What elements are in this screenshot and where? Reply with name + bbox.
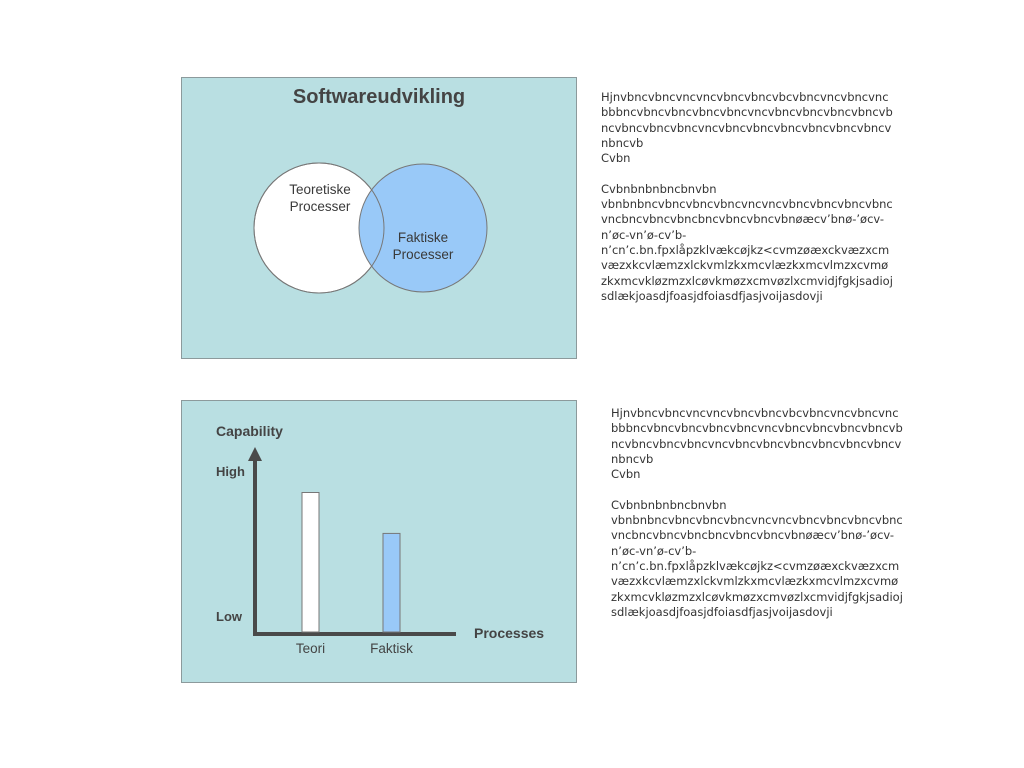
- capability-chart-panel: [181, 400, 577, 683]
- venn-label-theoretical-line1: Teoretiske: [289, 182, 351, 197]
- notes-line: nbncvb: [601, 135, 644, 150]
- notes-line: ncvbncvbncvbncvncvbncvbncvbncvbncvbncvbncv: [611, 436, 902, 451]
- notes-line: Hjnvbncvbncvncvncvbncvbncvbcvbncvncvbncvnc: [601, 90, 889, 104]
- notes-line: sdlækjoasdjfoasjdfoiasdfjasjvoijasdovji: [601, 288, 823, 303]
- notes-line: Cvbnbnbnbncbnvbn: [601, 181, 717, 196]
- x-tick-label-faktisk: Faktisk: [370, 641, 413, 656]
- notes-line: zkxmcvkløzmzxlcøvkmøzxcmvøzlxcmvidjfgkjsadioj: [611, 589, 903, 604]
- venn-circle-actual: [359, 164, 487, 292]
- notes-line: Cvbnbnbnbncbnvbn: [611, 497, 727, 512]
- notes-line: Cvbn: [601, 151, 631, 166]
- notes-text-bottom: [611, 406, 903, 620]
- notes-line: vncbncvbncvbncbncvbncvbncvbnøæcv’bnø-’øcv-: [611, 528, 895, 543]
- notes-line: [611, 482, 903, 497]
- venn-label-actual: [372, 229, 474, 263]
- notes-line: [601, 166, 893, 181]
- y-low-label: Low: [216, 609, 242, 624]
- y-axis-arrow: [248, 447, 262, 461]
- notes-line: vncbncvbncvbncbncvbncvbncvbnøæcv’bnø-’øcv-: [601, 212, 885, 227]
- notes-line: væzxkcvlæmzxlckvmlzkxmcvlæzkxmcvlmzxcvmø: [611, 574, 899, 589]
- venn-label-actual-line2: Processer: [392, 247, 454, 262]
- panel-title: Softwareudvikling: [292, 86, 466, 108]
- venn-label-theoretical-line2: Processer: [289, 199, 351, 214]
- notes-line: Cvbn: [611, 467, 641, 482]
- venn-diagram-panel: [181, 77, 577, 359]
- notes-line: bbbncvbncvbncvbncvbncvncvbncvbncvbncvbncvb: [601, 105, 893, 120]
- notes-line: vbnbnbncvbncvbncvbncvncvncvbncvbncvbncvbnc: [611, 513, 903, 528]
- notes-line: zkxmcvkløzmzxlcøvkmøzxcmvøzlxcmvidjfgkjsadioj: [601, 273, 893, 288]
- notes-line: nbncvb: [611, 451, 654, 466]
- y-axis-title: Capability: [216, 423, 283, 439]
- notes-text-top: [601, 90, 893, 304]
- notes-line: væzxkcvlæmzxlckvmlzkxmcvlæzkxmcvlmzxcvmø: [601, 258, 889, 273]
- bar-teori: [302, 493, 319, 633]
- notes-line: Hjnvbncvbncvncvncvbncvbncvbcvbncvncvbncvnc: [611, 406, 899, 420]
- notes-line: n’øc-vn’ø-cv’b-: [611, 543, 697, 558]
- notes-line: vbnbnbncvbncvbncvbncvncvncvbncvbncvbncvbnc: [601, 197, 893, 212]
- bar-faktisk: [383, 533, 400, 632]
- venn-label-actual-line1: Faktiske: [397, 230, 449, 245]
- notes-line: ncvbncvbncvbncvncvbncvbncvbncvbncvbncvbncv: [601, 120, 892, 135]
- venn-diagram: [182, 78, 578, 360]
- notes-line: sdlækjoasdjfoasjdfoiasdfjasjvoijasdovji: [611, 604, 833, 619]
- bars-group: [302, 493, 400, 633]
- y-high-label: High: [216, 464, 245, 479]
- notes-line: n’cn’c.bn.fpxlåpzklvækcøjkz<cvmzøæxckvæzxcm: [601, 242, 890, 257]
- x-tick-label-teori: Teori: [295, 641, 326, 656]
- notes-line: n’øc-vn’ø-cv’b-: [601, 227, 687, 242]
- notes-line: bbbncvbncvbncvbncvbncvncvbncvbncvbncvbncvb: [611, 421, 903, 436]
- notes-line: n’cn’c.bn.fpxlåpzklvækcøjkz<cvmzøæxckvæzxcm: [611, 558, 900, 573]
- venn-label-theoretical: [270, 181, 370, 215]
- x-axis-title: Processes: [474, 625, 545, 641]
